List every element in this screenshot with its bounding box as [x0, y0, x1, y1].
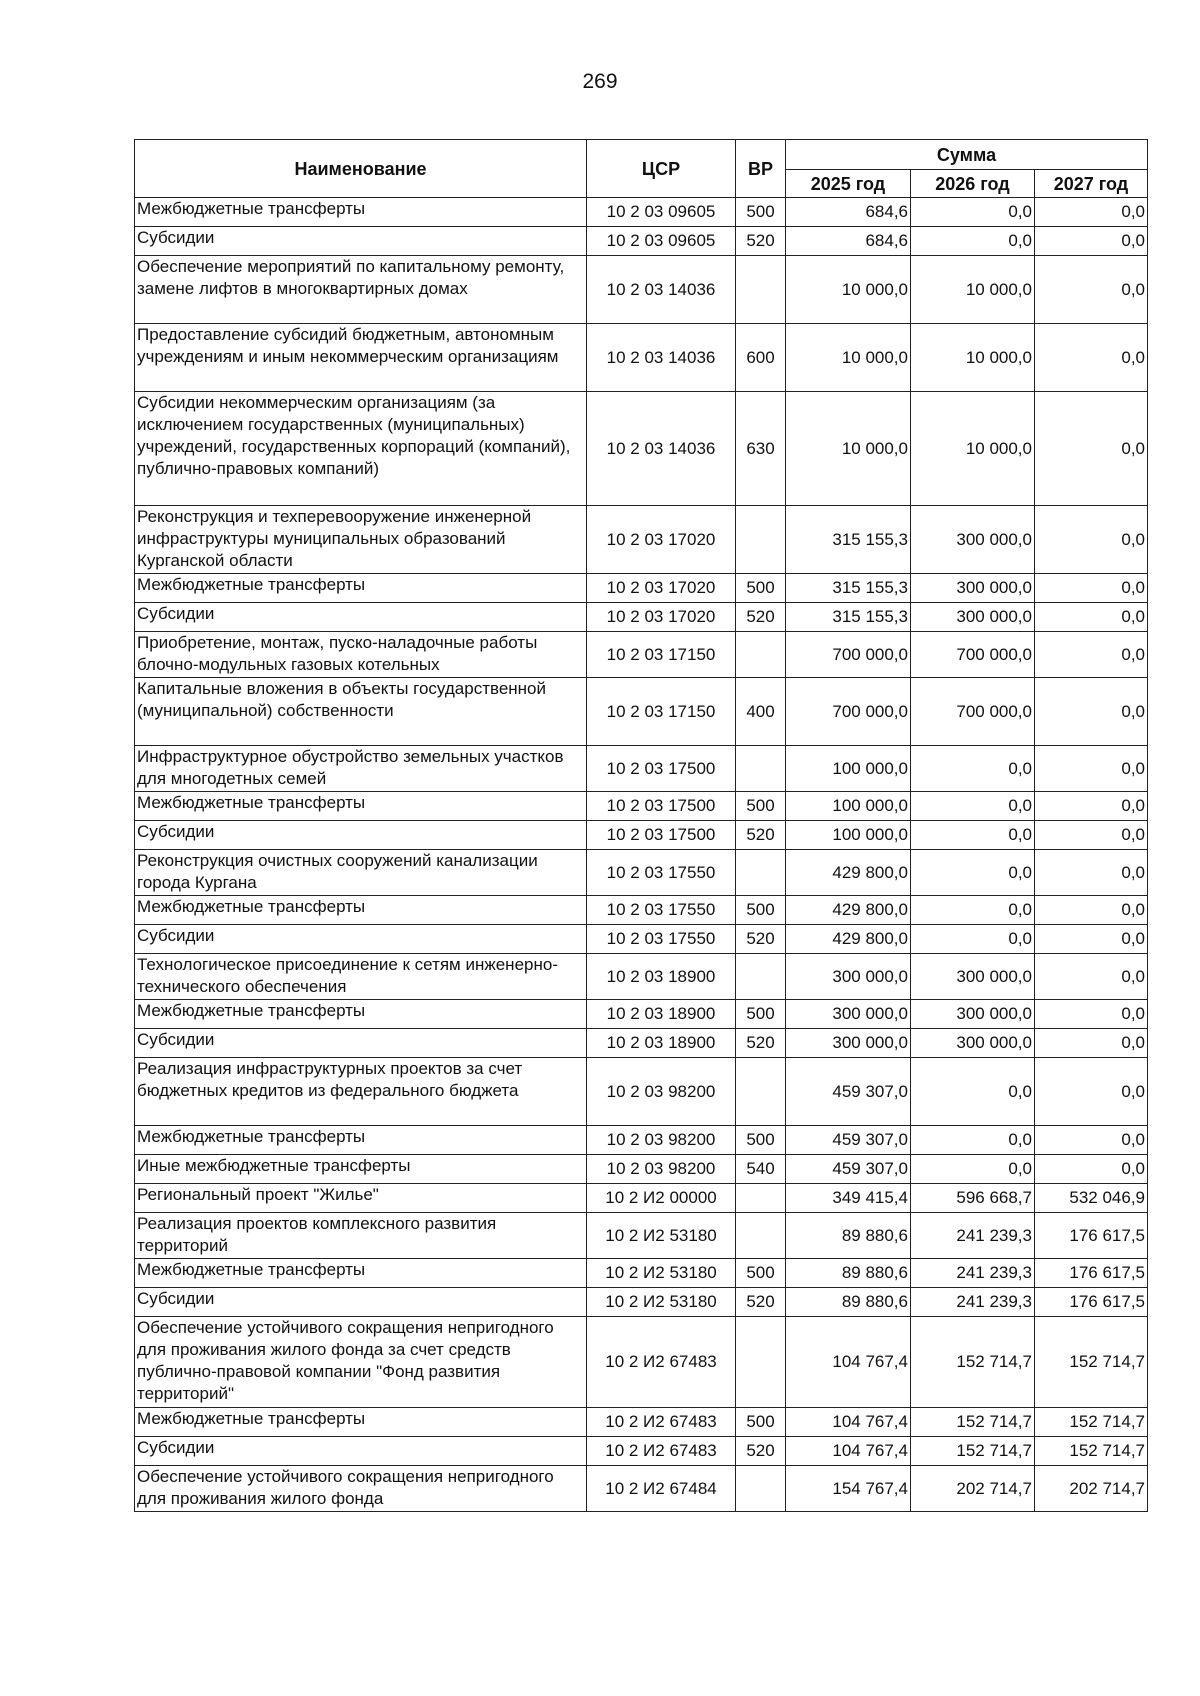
row-2025-cell: 700 000,0	[786, 632, 911, 678]
row-2026-cell: 10 000,0	[911, 392, 1035, 506]
row-vr-cell: 520	[736, 1029, 786, 1058]
header-name: Наименование	[135, 140, 587, 198]
row-2025-cell: 10 000,0	[786, 324, 911, 392]
row-vr-cell	[736, 632, 786, 678]
table-row	[135, 792, 1148, 821]
row-2027-cell: 0,0	[1035, 392, 1148, 506]
table-row	[135, 746, 1148, 792]
row-2026-cell: 0,0	[911, 850, 1035, 896]
row-name-cell: Обеспечение устойчивого сокращения непригодного для проживания жилого фонда за счет средств публично-правовой компании "Фонд развития территорий"	[135, 1317, 587, 1408]
row-vr-cell: 520	[736, 603, 786, 632]
header-sum: Сумма	[786, 140, 1148, 170]
table-body	[135, 198, 1148, 1512]
row-name-cell: Межбюджетные трансферты	[135, 1000, 587, 1029]
row-csr-cell: 10 2 03 09605	[587, 198, 736, 227]
row-2026-cell: 300 000,0	[911, 574, 1035, 603]
row-csr-cell: 10 2 03 18900	[587, 1000, 736, 1029]
row-2025-cell: 684,6	[786, 198, 911, 227]
row-2027-cell: 176 617,5	[1035, 1288, 1148, 1317]
page-number: 269	[582, 70, 618, 93]
row-csr-cell: 10 2 03 17020	[587, 603, 736, 632]
table-row	[135, 632, 1148, 678]
row-2026-cell: 300 000,0	[911, 1000, 1035, 1029]
row-name-cell: Субсидии	[135, 227, 587, 256]
row-2025-cell: 429 800,0	[786, 925, 911, 954]
row-2026-cell: 0,0	[911, 198, 1035, 227]
row-vr-cell	[736, 746, 786, 792]
row-2026-cell: 241 239,3	[911, 1213, 1035, 1259]
row-2027-cell: 532 046,9	[1035, 1184, 1148, 1213]
row-vr-cell	[736, 1184, 786, 1213]
row-name-cell: Обеспечение устойчивого сокращения непригодного для проживания жилого фонда	[135, 1466, 587, 1512]
row-2025-cell: 10 000,0	[786, 392, 911, 506]
row-name-cell: Предоставление субсидий бюджетным, автономным учреждениям и иным некоммерческим организациям	[135, 324, 587, 392]
row-csr-cell: 10 2 03 17150	[587, 678, 736, 746]
row-2025-cell: 89 880,6	[786, 1213, 911, 1259]
row-2026-cell: 241 239,3	[911, 1288, 1035, 1317]
row-2026-cell: 10 000,0	[911, 324, 1035, 392]
table-row	[135, 603, 1148, 632]
row-name-cell: Межбюджетные трансферты	[135, 1408, 587, 1437]
table-row	[135, 896, 1148, 925]
row-2025-cell: 315 155,3	[786, 574, 911, 603]
row-2027-cell: 0,0	[1035, 324, 1148, 392]
row-name-cell: Межбюджетные трансферты	[135, 896, 587, 925]
row-2027-cell: 0,0	[1035, 256, 1148, 324]
row-2025-cell: 429 800,0	[786, 850, 911, 896]
row-csr-cell: 10 2 03 98200	[587, 1058, 736, 1126]
row-csr-cell: 10 2 И2 53180	[587, 1259, 736, 1288]
row-vr-cell: 400	[736, 678, 786, 746]
row-2026-cell: 0,0	[911, 1058, 1035, 1126]
row-2025-cell: 89 880,6	[786, 1288, 911, 1317]
row-csr-cell: 10 2 03 17020	[587, 506, 736, 574]
row-vr-cell: 500	[736, 792, 786, 821]
table-row	[135, 392, 1148, 506]
row-2026-cell: 0,0	[911, 227, 1035, 256]
row-csr-cell: 10 2 03 98200	[587, 1155, 736, 1184]
row-2027-cell: 0,0	[1035, 1029, 1148, 1058]
row-2027-cell: 202 714,7	[1035, 1466, 1148, 1512]
table-row	[135, 1317, 1148, 1408]
table-row	[135, 1466, 1148, 1512]
row-name-cell: Инфраструктурное обустройство земельных участков для многодетных семей	[135, 746, 587, 792]
row-csr-cell: 10 2 03 14036	[587, 392, 736, 506]
row-2026-cell: 700 000,0	[911, 632, 1035, 678]
table-row	[135, 574, 1148, 603]
row-vr-cell	[736, 1058, 786, 1126]
row-2027-cell: 0,0	[1035, 227, 1148, 256]
row-csr-cell: 10 2 03 17550	[587, 850, 736, 896]
row-2027-cell: 0,0	[1035, 954, 1148, 1000]
row-name-cell: Реализация проектов комплексного развития территорий	[135, 1213, 587, 1259]
row-2025-cell: 315 155,3	[786, 603, 911, 632]
row-2025-cell: 104 767,4	[786, 1408, 911, 1437]
table-row	[135, 1259, 1148, 1288]
row-vr-cell: 520	[736, 227, 786, 256]
row-2026-cell: 152 714,7	[911, 1437, 1035, 1466]
row-2027-cell: 0,0	[1035, 792, 1148, 821]
header-year-2027: 2027 год	[1035, 170, 1148, 198]
row-2025-cell: 429 800,0	[786, 896, 911, 925]
row-2027-cell: 0,0	[1035, 1058, 1148, 1126]
header-vr: ВР	[736, 140, 786, 198]
table-header	[135, 140, 1148, 198]
row-vr-cell	[736, 256, 786, 324]
row-vr-cell: 520	[736, 821, 786, 850]
row-2026-cell: 300 000,0	[911, 954, 1035, 1000]
row-vr-cell: 540	[736, 1155, 786, 1184]
row-name-cell: Субсидии	[135, 925, 587, 954]
row-2027-cell: 0,0	[1035, 506, 1148, 574]
row-2025-cell: 459 307,0	[786, 1058, 911, 1126]
row-2026-cell: 10 000,0	[911, 256, 1035, 324]
row-name-cell: Субсидии	[135, 603, 587, 632]
row-vr-cell: 500	[736, 1126, 786, 1155]
row-2025-cell: 100 000,0	[786, 792, 911, 821]
table-row	[135, 1029, 1148, 1058]
row-2025-cell: 100 000,0	[786, 746, 911, 792]
row-csr-cell: 10 2 И2 67484	[587, 1466, 736, 1512]
row-2026-cell: 596 668,7	[911, 1184, 1035, 1213]
row-2027-cell: 0,0	[1035, 1155, 1148, 1184]
row-vr-cell: 520	[736, 1288, 786, 1317]
row-csr-cell: 10 2 03 09605	[587, 227, 736, 256]
row-2027-cell: 176 617,5	[1035, 1213, 1148, 1259]
row-2025-cell: 315 155,3	[786, 506, 911, 574]
row-2027-cell: 0,0	[1035, 1000, 1148, 1029]
row-vr-cell	[736, 850, 786, 896]
row-2026-cell: 241 239,3	[911, 1259, 1035, 1288]
table-row	[135, 1126, 1148, 1155]
row-2025-cell: 459 307,0	[786, 1126, 911, 1155]
row-csr-cell: 10 2 03 17500	[587, 792, 736, 821]
budget-table	[134, 139, 1148, 1512]
row-2025-cell: 300 000,0	[786, 1000, 911, 1029]
row-name-cell: Субсидии	[135, 1288, 587, 1317]
row-csr-cell: 10 2 03 18900	[587, 1029, 736, 1058]
row-name-cell: Обеспечение мероприятий по капитальному ремонту, замене лифтов в многоквартирных домах	[135, 256, 587, 324]
row-2026-cell: 300 000,0	[911, 1029, 1035, 1058]
row-name-cell: Межбюджетные трансферты	[135, 792, 587, 821]
row-2025-cell: 300 000,0	[786, 1029, 911, 1058]
row-vr-cell: 500	[736, 1000, 786, 1029]
row-vr-cell: 520	[736, 1437, 786, 1466]
row-2027-cell: 176 617,5	[1035, 1259, 1148, 1288]
row-vr-cell	[736, 1213, 786, 1259]
row-csr-cell: 10 2 И2 67483	[587, 1408, 736, 1437]
row-2027-cell: 0,0	[1035, 896, 1148, 925]
row-2026-cell: 202 714,7	[911, 1466, 1035, 1512]
table-row	[135, 1288, 1148, 1317]
row-2026-cell: 0,0	[911, 1126, 1035, 1155]
row-name-cell: Субсидии некоммерческим организациям (за исключением государственных (муниципальных) учреждений, государственных корпораций (компаний), публично-правовых компаний)	[135, 392, 587, 506]
row-name-cell: Межбюджетные трансферты	[135, 1126, 587, 1155]
row-2027-cell: 0,0	[1035, 1126, 1148, 1155]
row-vr-cell	[736, 1317, 786, 1408]
row-2025-cell: 684,6	[786, 227, 911, 256]
row-2027-cell: 0,0	[1035, 746, 1148, 792]
table-row	[135, 954, 1148, 1000]
row-name-cell: Капитальные вложения в объекты государственной (муниципальной) собственности	[135, 678, 587, 746]
table-row	[135, 1000, 1148, 1029]
row-2025-cell: 349 415,4	[786, 1184, 911, 1213]
row-2027-cell: 0,0	[1035, 821, 1148, 850]
table-row	[135, 506, 1148, 574]
table-row	[135, 324, 1148, 392]
row-csr-cell: 10 2 03 17500	[587, 821, 736, 850]
row-csr-cell: 10 2 И2 53180	[587, 1213, 736, 1259]
table-row	[135, 256, 1148, 324]
row-2025-cell: 89 880,6	[786, 1259, 911, 1288]
header-year-2025: 2025 год	[786, 170, 911, 198]
row-2026-cell: 0,0	[911, 821, 1035, 850]
header-year-2026: 2026 год	[911, 170, 1035, 198]
row-2026-cell: 0,0	[911, 896, 1035, 925]
row-2027-cell: 0,0	[1035, 198, 1148, 227]
row-2025-cell: 154 767,4	[786, 1466, 911, 1512]
table-row	[135, 1408, 1148, 1437]
row-name-cell: Субсидии	[135, 1437, 587, 1466]
row-2026-cell: 300 000,0	[911, 603, 1035, 632]
row-2027-cell: 152 714,7	[1035, 1317, 1148, 1408]
row-2026-cell: 0,0	[911, 746, 1035, 792]
row-csr-cell: 10 2 И2 53180	[587, 1288, 736, 1317]
row-csr-cell: 10 2 03 17020	[587, 574, 736, 603]
row-2027-cell: 0,0	[1035, 574, 1148, 603]
row-2025-cell: 459 307,0	[786, 1155, 911, 1184]
row-2025-cell: 104 767,4	[786, 1317, 911, 1408]
row-2027-cell: 0,0	[1035, 850, 1148, 896]
row-vr-cell	[736, 954, 786, 1000]
table-row	[135, 1058, 1148, 1126]
row-2026-cell: 152 714,7	[911, 1317, 1035, 1408]
row-vr-cell: 500	[736, 198, 786, 227]
row-vr-cell: 630	[736, 392, 786, 506]
row-2026-cell: 0,0	[911, 792, 1035, 821]
row-csr-cell: 10 2 И2 67483	[587, 1437, 736, 1466]
row-2025-cell: 10 000,0	[786, 256, 911, 324]
row-name-cell: Межбюджетные трансферты	[135, 1259, 587, 1288]
row-2025-cell: 104 767,4	[786, 1437, 911, 1466]
table-row	[135, 1155, 1148, 1184]
row-vr-cell: 600	[736, 324, 786, 392]
row-csr-cell: 10 2 03 17550	[587, 896, 736, 925]
row-2027-cell: 0,0	[1035, 925, 1148, 954]
row-csr-cell: 10 2 03 98200	[587, 1126, 736, 1155]
row-2027-cell: 0,0	[1035, 603, 1148, 632]
row-csr-cell: 10 2 03 14036	[587, 256, 736, 324]
row-2026-cell: 0,0	[911, 925, 1035, 954]
table-row	[135, 1213, 1148, 1259]
row-name-cell: Межбюджетные трансферты	[135, 574, 587, 603]
row-2026-cell: 300 000,0	[911, 506, 1035, 574]
row-2026-cell: 0,0	[911, 1155, 1035, 1184]
row-name-cell: Технологическое присоединение к сетям инженерно-технического обеспечения	[135, 954, 587, 1000]
row-2027-cell: 0,0	[1035, 678, 1148, 746]
row-2027-cell: 0,0	[1035, 632, 1148, 678]
table-row	[135, 198, 1148, 227]
row-name-cell: Реализация инфраструктурных проектов за счет бюджетных кредитов из федерального бюджета	[135, 1058, 587, 1126]
row-csr-cell: 10 2 И2 67483	[587, 1317, 736, 1408]
row-vr-cell: 500	[736, 574, 786, 603]
row-vr-cell: 500	[736, 1408, 786, 1437]
row-name-cell: Реконструкция и техперевооружение инженерной инфраструктуры муниципальных образований Курганской области	[135, 506, 587, 574]
table-row	[135, 227, 1148, 256]
row-2025-cell: 700 000,0	[786, 678, 911, 746]
row-vr-cell	[736, 1466, 786, 1512]
row-vr-cell: 520	[736, 925, 786, 954]
row-name-cell: Реконструкция очистных сооружений канализации города Кургана	[135, 850, 587, 896]
table-row	[135, 821, 1148, 850]
row-csr-cell: 10 2 03 18900	[587, 954, 736, 1000]
row-2027-cell: 152 714,7	[1035, 1408, 1148, 1437]
row-csr-cell: 10 2 03 17550	[587, 925, 736, 954]
row-name-cell: Региональный проект "Жилье"	[135, 1184, 587, 1213]
row-vr-cell: 500	[736, 896, 786, 925]
row-csr-cell: 10 2 03 17500	[587, 746, 736, 792]
table-row	[135, 678, 1148, 746]
row-name-cell: Субсидии	[135, 1029, 587, 1058]
row-2026-cell: 700 000,0	[911, 678, 1035, 746]
row-2026-cell: 152 714,7	[911, 1408, 1035, 1437]
row-csr-cell: 10 2 И2 00000	[587, 1184, 736, 1213]
row-2025-cell: 300 000,0	[786, 954, 911, 1000]
row-name-cell: Межбюджетные трансферты	[135, 198, 587, 227]
row-name-cell: Субсидии	[135, 821, 587, 850]
header-csr: ЦСР	[587, 140, 736, 198]
table-row	[135, 1437, 1148, 1466]
row-csr-cell: 10 2 03 17150	[587, 632, 736, 678]
table-row	[135, 925, 1148, 954]
row-name-cell: Иные межбюджетные трансферты	[135, 1155, 587, 1184]
row-csr-cell: 10 2 03 14036	[587, 324, 736, 392]
row-vr-cell: 500	[736, 1259, 786, 1288]
table-row	[135, 1184, 1148, 1213]
row-2025-cell: 100 000,0	[786, 821, 911, 850]
row-2027-cell: 152 714,7	[1035, 1437, 1148, 1466]
row-name-cell: Приобретение, монтаж, пуско-наладочные работы блочно-модульных газовых котельных	[135, 632, 587, 678]
row-vr-cell	[736, 506, 786, 574]
table-row	[135, 850, 1148, 896]
